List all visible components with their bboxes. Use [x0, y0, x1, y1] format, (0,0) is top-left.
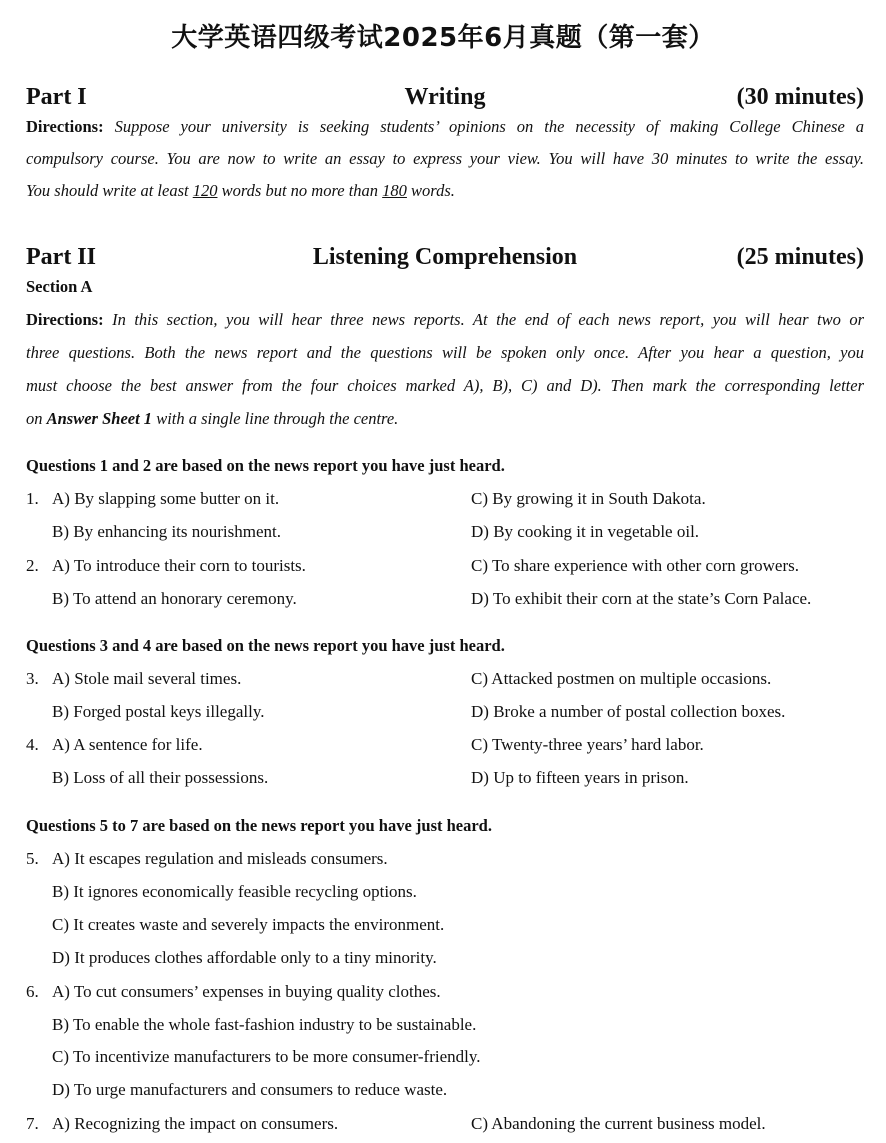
option-b: B) Forged postal keys illegally. — [52, 702, 265, 721]
part2-directions-line2: three questions. Both the news report and the questions will be spoken only once. After you hear a question, you — [26, 343, 864, 362]
part2-name: Listening Comprehension — [312, 244, 578, 270]
question-number: 4. — [26, 735, 39, 754]
option-a: A) By slapping some butter on it. — [52, 489, 280, 508]
option-d: D) By cooking it in vegetable oil. — [471, 522, 700, 541]
option-b: B) To attend an honorary ceremony. — [52, 589, 297, 608]
question-row — [26, 489, 864, 513]
question-number: 7. — [26, 1114, 39, 1133]
option-a: A) It escapes regulation and misleads consumers. — [52, 849, 388, 868]
part1-name: Writing — [404, 84, 486, 110]
option-c: C) It creates waste and severely impacts the environment. — [52, 915, 445, 934]
part1-directions-line3: You should write at least 120 words but no more than 180 words. — [26, 181, 455, 200]
question-row — [26, 849, 864, 873]
question-number: 1. — [26, 489, 39, 508]
question-group-heading: Questions 5 to 7 are based on the news report you have just heard. — [26, 816, 492, 835]
question-row — [26, 522, 864, 546]
option-b: B) By enhancing its nourishment. — [52, 522, 282, 541]
question-row — [26, 768, 864, 792]
question-number: 2. — [26, 556, 39, 575]
option-a: A) To cut consumers’ expenses in buying quality clothes. — [52, 982, 441, 1001]
option-c: C) To share experience with other corn growers. — [471, 556, 799, 575]
question-row — [26, 982, 864, 1006]
option-d: D) Broke a number of postal collection boxes. — [471, 702, 786, 721]
question-row — [26, 915, 864, 939]
option-b: B) Loss of all their possessions. — [52, 768, 269, 787]
min-words: 120 — [192, 181, 218, 200]
option-a: A) A sentence for life. — [52, 735, 203, 754]
question-row — [26, 702, 864, 726]
part1-directions-line2: compulsory course. You are now to write an essay to express your view. You will have 30 minutes to write the essay. — [26, 149, 864, 168]
question-group-heading: Questions 1 and 2 are based on the news report you have just heard. — [26, 456, 505, 475]
question-row — [26, 1047, 864, 1071]
option-a: A) To introduce their corn to tourists. — [52, 556, 306, 575]
question-row — [26, 556, 864, 580]
part1-directions-label: Directions: — [26, 117, 104, 136]
question-row — [26, 669, 864, 693]
option-c: C) Abandoning the current business model. — [471, 1114, 766, 1133]
question-row — [26, 735, 864, 759]
question-row — [26, 882, 864, 906]
option-c: C) By growing it in South Dakota. — [471, 489, 706, 508]
answer-sheet-label: Answer Sheet 1 — [46, 409, 153, 428]
part2-directions-line3: must choose the best answer from the four choices marked A), B), C) and D). Then mark the corresponding letter — [26, 376, 864, 395]
option-a: A) Recognizing the impact on consumers. — [52, 1114, 339, 1133]
option-d: D) To exhibit their corn at the state’s Corn Palace. — [471, 589, 812, 608]
question-row — [26, 589, 864, 613]
part2-time: (25 minutes) — [736, 244, 864, 270]
part2-directions-line4: on Answer Sheet 1 with a single line through the centre. — [26, 409, 399, 428]
option-d: D) To urge manufacturers and consumers to reduce waste. — [52, 1080, 448, 1099]
question-row — [26, 1114, 864, 1138]
question-group-heading: Questions 3 and 4 are based on the news report you have just heard. — [26, 636, 505, 655]
option-b: B) To enable the whole fast-fashion industry to be sustainable. — [52, 1015, 477, 1034]
question-number: 5. — [26, 849, 39, 868]
part2-header — [26, 244, 864, 274]
part1-time: (30 minutes) — [736, 84, 864, 110]
part2-directions-line1: Directions: In this section, you will hear three news reports. At the end of each news report, you will hear two or — [26, 310, 864, 329]
option-c: C) Twenty-three years’ hard labor. — [471, 735, 704, 754]
question-row — [26, 1080, 864, 1104]
max-words: 180 — [382, 181, 407, 200]
option-d: D) It produces clothes affordable only to a tiny minority. — [52, 948, 437, 967]
question-number: 6. — [26, 982, 39, 1001]
option-c: C) Attacked postmen on multiple occasions. — [471, 669, 772, 688]
part1-label: Part I — [26, 84, 87, 110]
part2-directions-label: Directions: — [26, 310, 104, 329]
part1-header — [26, 84, 864, 114]
option-a: A) Stole mail several times. — [52, 669, 242, 688]
option-d: D) Up to fifteen years in prison. — [471, 768, 689, 787]
question-row — [26, 948, 864, 972]
option-c: C) To incentivize manufacturers to be more consumer-friendly. — [52, 1047, 481, 1066]
question-number: 3. — [26, 669, 39, 688]
section-a-heading: Section A — [26, 277, 93, 296]
question-row — [26, 1015, 864, 1039]
part1-directions-line1: Directions: Suppose your university is seeking students’ opinions on the necessity of making College Chinese a — [26, 117, 864, 136]
option-b: B) It ignores economically feasible recycling options. — [52, 882, 417, 901]
part2-label: Part II — [26, 244, 96, 270]
page-title: 大学英语四级考试2025年6月真题（第一套） — [171, 23, 715, 53]
